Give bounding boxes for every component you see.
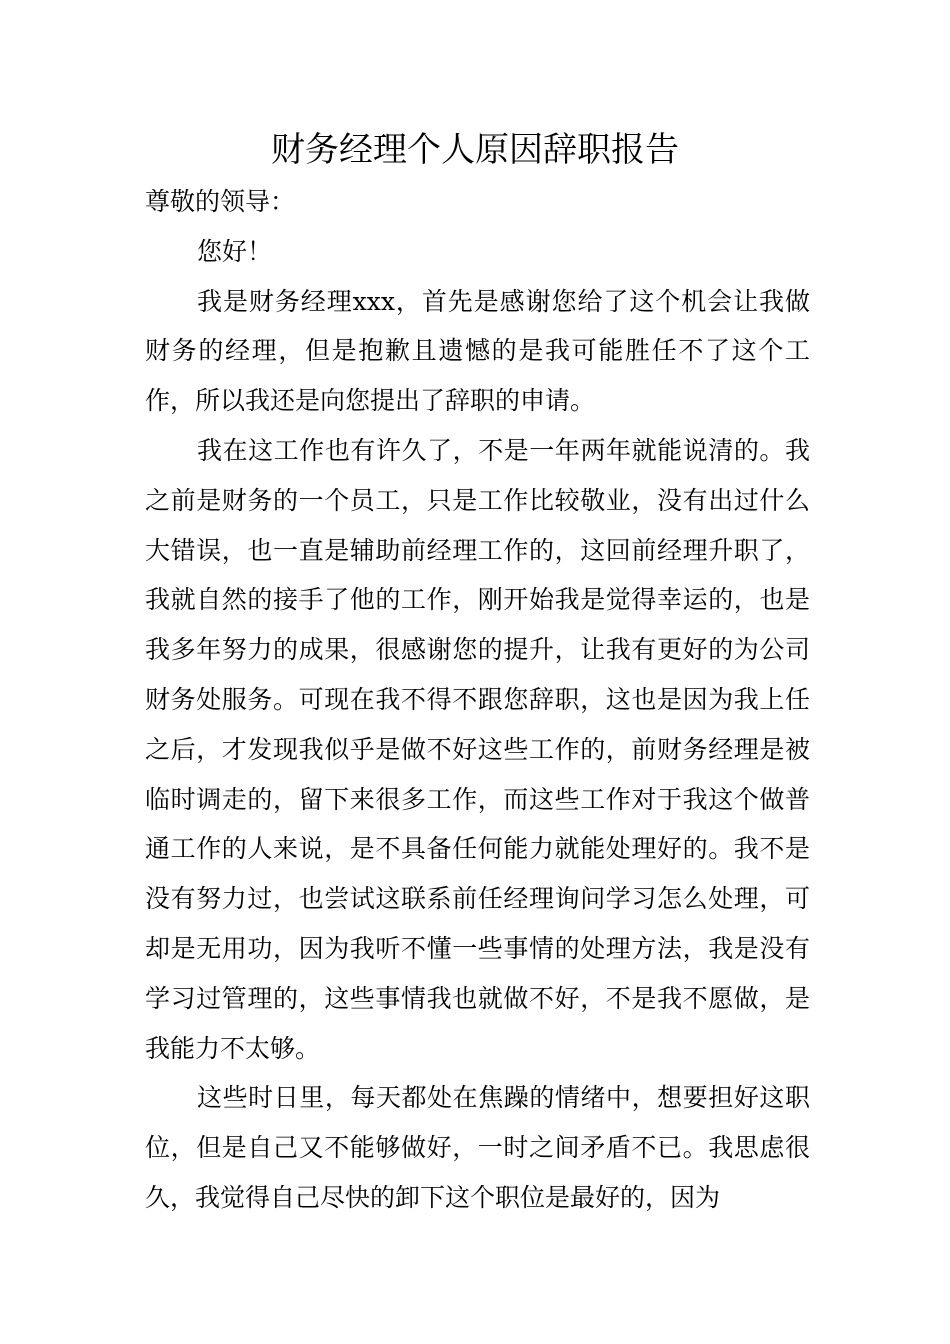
paragraph: 我是财务经理xxx，首先是感谢您给了这个机会让我做财务的经理，但是抱歉且遗憾的是我可能胜任不了这个工作，所以我还是向您提出了辞职的申请。	[145, 286, 810, 416]
paragraph: 我在这工作也有许久了，不是一年两年就能说清的。我之前是财务的一个员工，只是工作比较敬业，没有出过什么大错误，也一直是辅助前经理工作的，这回前经理升职了，我就自然的接手了他的工作，刚开始我是觉得幸运的，也是我多年努力的成果，很感谢您的提升，让我有更好的为公司财务处服务。可现在我不得不跟您辞职，这也是因为我上任之后，才发现我似乎是做不好这些工作的，前财务经理是被临时调走的，留下来很多工作，而这些工作对于我这个做普通工作的人来说，是不具备任何能力就能处理好的。我不是没有努力过，也尝试这联系前任经理询问学习怎么处理，可却是无用功，因为我听不懂一些事情的处理方法，我是没有学习过管理的，这些事情我也就做不好，不是我不愿做，是我能力不太够。	[145, 435, 810, 1063]
document-body	[145, 177, 810, 1223]
document-title: 财务经理个人原因辞职报告	[271, 130, 679, 170]
paragraph: 这些时日里，每天都处在焦躁的情绪中，想要担好这职位，但是自己又不能够做好，一时之间矛盾不已。我思虑很久，我觉得自己尽快的卸下这个职位是最好的，因为	[145, 1083, 810, 1212]
greeting: 您好！	[197, 236, 273, 266]
salutation: 尊敬的领导：	[145, 187, 296, 216]
